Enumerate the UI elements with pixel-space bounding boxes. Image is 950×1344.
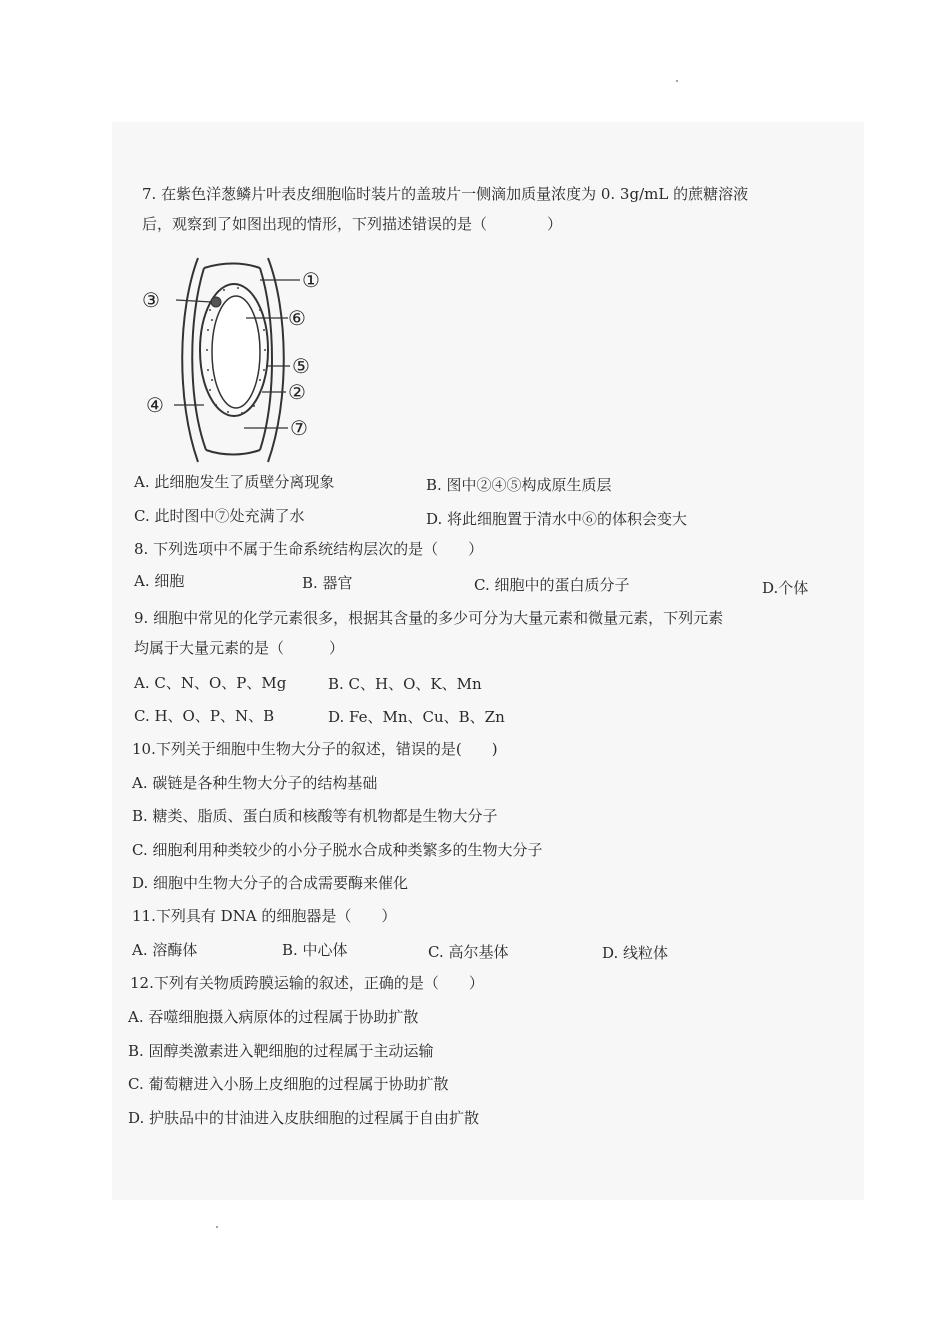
scan-speck (676, 80, 678, 82)
q12-option-a: A. 吞噬细胞摄入病原体的过程属于协助扩散 (128, 1008, 419, 1026)
label-5: ⑤ (292, 354, 310, 378)
cell-wall-bottom (206, 450, 260, 455)
cell-wall-outer (268, 258, 284, 462)
q7-option-b: B. 图中②④⑤构成原生质层 (426, 476, 612, 494)
q8-option-d: D.个体 (762, 579, 809, 597)
label-6: ⑥ (288, 306, 306, 330)
q9-stem-line1: 9. 细胞中常见的化学元素很多，根据其含量的多少可分为大量元素和微量元素，下列元素 (134, 609, 724, 627)
cell-wall-top (204, 264, 260, 269)
label-1: ① (302, 268, 320, 292)
q9-option-d: D. Fe、Mn、Cu、B、Zn (328, 708, 505, 726)
q9-stem-line2: 均属于大量元素的是（ ） (134, 639, 345, 657)
label-2: ② (288, 380, 306, 404)
q12-option-b: B. 固醇类激素进入靶细胞的过程属于主动运输 (128, 1042, 434, 1060)
q12-option-c: C. 葡萄糖进入小肠上皮细胞的过程属于协助扩散 (128, 1075, 449, 1093)
nucleus (211, 297, 221, 307)
label-3: ③ (142, 288, 160, 312)
vacuole (212, 296, 260, 408)
q9-option-c: C. H、O、P、N、B (134, 707, 275, 725)
q10-option-b: B. 糖类、脂质、蛋白质和核酸等有机物都是生物大分子 (132, 807, 498, 825)
label-4: ④ (146, 393, 164, 417)
plasmolysis-cell-diagram (138, 250, 338, 470)
q10-option-c: C. 细胞利用种类较少的小分子脱水合成种类繁多的生物大分子 (132, 841, 543, 859)
q11-option-c: C. 高尔基体 (428, 943, 509, 961)
q11-option-a: A. 溶酶体 (132, 941, 198, 959)
q7-stem-line2: 后，观察到了如图出现的情形，下列描述错误的是（ ） (142, 215, 563, 233)
q11-option-b: B. 中心体 (282, 941, 348, 959)
q8-stem: 8. 下列选项中不属于生命系统结构层次的是（ ） (134, 540, 484, 558)
q7-option-d: D. 将此细胞置于清水中⑥的体积会变大 (426, 510, 688, 528)
q10-option-d: D. 细胞中生物大分子的合成需要酶来催化 (132, 874, 409, 892)
q12-option-d: D. 护肤品中的甘油进入皮肤细胞的过程属于自由扩散 (128, 1109, 480, 1127)
q10-option-a: A. 碳链是各种生物大分子的结构基础 (132, 774, 378, 792)
q7-option-c: C. 此时图中⑦处充满了水 (134, 507, 305, 525)
q8-option-b: B. 器官 (302, 574, 353, 592)
q7-stem-line1: 7. 在紫色洋葱鳞片叶表皮细胞临时装片的盖玻片一侧滴加质量浓度为 0. 3g/mL 的蔗糖溶液 (142, 185, 749, 203)
q7-option-a: A. 此细胞发生了质壁分离现象 (134, 473, 335, 491)
q10-stem: 10.下列关于细胞中生物大分子的叙述，错误的是( ) (132, 740, 498, 758)
q12-stem: 12.下列有关物质跨膜运输的叙述，正确的是（ ） (130, 974, 484, 992)
q9-option-a: A. C、N、O、P、Mg (134, 674, 287, 692)
q8-option-c: C. 细胞中的蛋白质分子 (474, 576, 630, 594)
cell-wall-outer (182, 258, 198, 462)
q9-option-b: B. C、H、O、K、Mn (328, 675, 482, 693)
q11-option-d: D. 线粒体 (602, 944, 669, 962)
q11-stem: 11.下列具有 DNA 的细胞器是（ ） (132, 907, 397, 925)
label-7: ⑦ (290, 416, 308, 440)
q8-option-a: A. 细胞 (134, 572, 185, 590)
scan-speck (216, 1226, 218, 1228)
